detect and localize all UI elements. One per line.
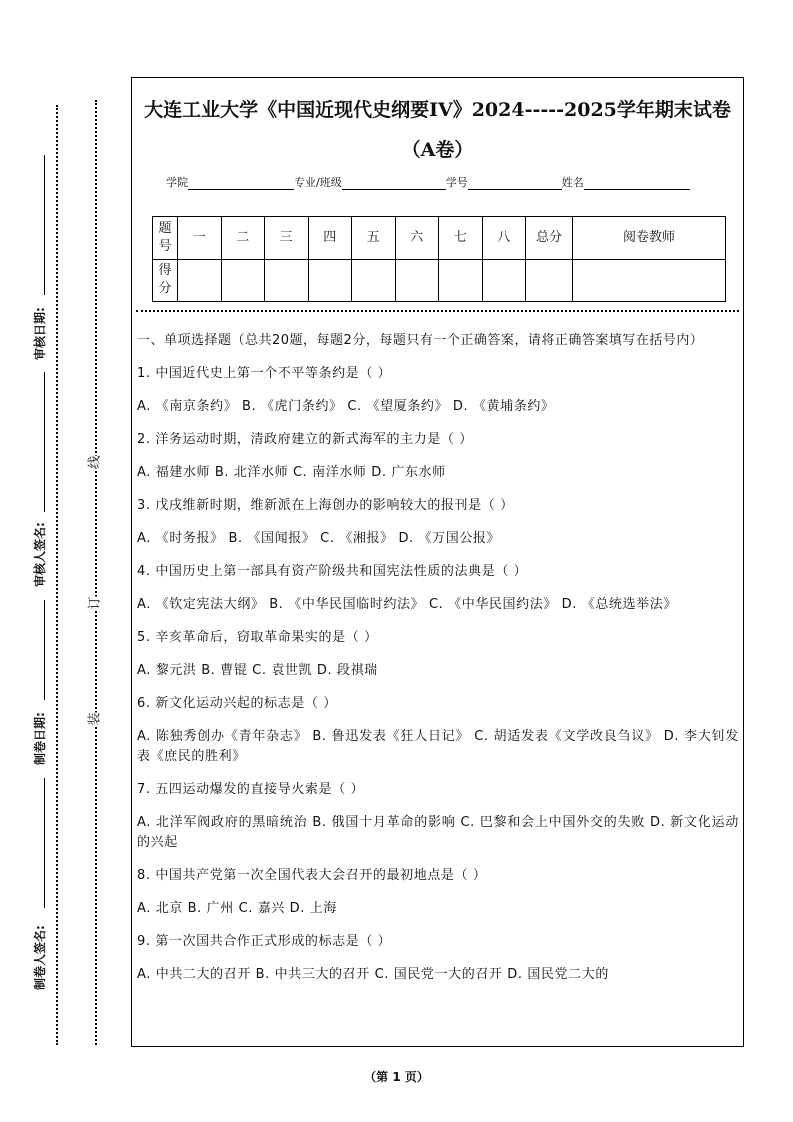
question-options: A. 《钦定宪法大纲》 B. 《中华民国临时约法》 C. 《中华民国约法》 D. 《总统选举法》	[137, 597, 677, 612]
col-grader: 阅卷教师	[573, 217, 726, 260]
question-options: A. 北京 B. 广州 C. 嘉兴 D. 上海	[137, 901, 337, 916]
score-cell[interactable]	[221, 259, 265, 302]
section-divider	[136, 310, 739, 312]
score-cell[interactable]	[308, 259, 352, 302]
question-options: A. 北洋军阀政府的黑暗统治 B. 俄国十月革命的影响 C. 巴黎和会上中国外交的失败 D. 新文化运动的兴起	[137, 815, 739, 850]
question-stem: 3. 戊戌维新时期，维新派在上海创办的影响较大的报刊是（ ）	[137, 498, 514, 513]
section-title: 一、单项选择题（总共20题，每题2分，每题只有一个正确答案，请将正确答案填写在括号内）	[137, 333, 704, 348]
question-options: A. 《时务报》 B. 《国闻报》 C. 《湘报》 D. 《万国公报》	[137, 531, 501, 546]
binding-dotted-line	[95, 100, 97, 1045]
exam-title: 大连工业大学《中国近现代史纲要IV》2024-----2025学年期末试卷（A卷）	[144, 99, 731, 161]
name-field[interactable]	[584, 177, 690, 190]
major-label: 专业/班级	[294, 176, 342, 189]
question-number-header: 题号	[153, 217, 178, 260]
score-cell[interactable]	[178, 259, 222, 302]
college-field[interactable]	[188, 177, 294, 190]
col-7: 七	[439, 217, 483, 260]
compile-date-blank[interactable]	[44, 600, 45, 700]
question-number-row	[153, 217, 726, 260]
compiler-signature-blank[interactable]	[44, 778, 45, 908]
col-4: 四	[308, 217, 352, 260]
question-stem: 7. 五四运动爆发的直接导火索是（ ）	[137, 782, 365, 797]
name-label: 姓名	[561, 176, 584, 189]
reviewer-signature-label: 审核人签名:	[33, 522, 47, 587]
col-2: 二	[221, 217, 265, 260]
question-content	[137, 331, 739, 998]
question-stem: 6. 新文化运动兴起的标志是（ ）	[137, 696, 337, 711]
student-id-field[interactable]	[468, 177, 562, 190]
col-total: 总分	[526, 217, 573, 260]
question-stem: 1. 中国近代史上第一个不平等条约是（ ）	[137, 366, 392, 381]
student-id-label: 学号	[445, 176, 468, 189]
reviewer-signature-blank[interactable]	[44, 372, 45, 512]
question-stem: 8. 中国共产党第一次全国代表大会召开的最初地点是（ ）	[137, 868, 487, 883]
review-date-blank[interactable]	[44, 155, 45, 295]
compile-date-label: 制卷日期:	[33, 712, 47, 765]
question-stem: 4. 中国历史上第一部具有资产阶级共和国宪法性质的法典是（ ）	[137, 564, 528, 579]
question-options: A. 福建水师 B. 北洋水师 C. 南洋水师 D. 广东水师	[137, 465, 446, 480]
exam-page-frame	[131, 77, 744, 1047]
question-stem: 5. 辛亥革命后，窃取革命果实的是（ ）	[137, 630, 378, 645]
major-field[interactable]	[342, 177, 446, 190]
score-cell[interactable]	[526, 259, 573, 302]
review-date-label: 审核日期:	[33, 307, 47, 360]
question-stem: 2. 洋务运动时期，清政府建立的新式海军的主力是（ ）	[137, 432, 473, 447]
score-cell[interactable]	[573, 259, 726, 302]
score-table	[152, 216, 726, 302]
college-label: 学院	[166, 176, 188, 189]
question-options: A. 《南京条约》 B. 《虎门条约》 C. 《望厦条约》 D. 《黄埔条约》	[137, 399, 555, 414]
col-3: 三	[265, 217, 309, 260]
page-number: （第 1 页）	[364, 1070, 429, 1084]
score-cell[interactable]	[439, 259, 483, 302]
col-6: 六	[395, 217, 439, 260]
score-cell[interactable]	[482, 259, 526, 302]
binding-char-staple: 订	[87, 596, 103, 610]
question-options: A. 中共二大的召开 B. 中共三大的召开 C. 国民党一大的召开 D. 国民党二大的	[137, 967, 609, 982]
compiler-signature-label: 制卷人签名:	[33, 925, 47, 990]
score-cell[interactable]	[352, 259, 396, 302]
col-5: 五	[352, 217, 396, 260]
score-header: 得分	[153, 259, 178, 302]
student-info-row	[166, 174, 690, 190]
binding-char-bind: 装	[87, 712, 103, 726]
question-options: A. 黎元洪 B. 曹锟 C. 袁世凯 D. 段祺瑞	[137, 663, 378, 678]
binding-char-line: 线	[87, 455, 103, 469]
question-stem: 9. 第一次国共合作正式形成的标志是（ ）	[137, 934, 392, 949]
outer-dotted-line	[56, 105, 58, 1045]
score-cell[interactable]	[395, 259, 439, 302]
score-row	[153, 259, 726, 302]
col-8: 八	[482, 217, 526, 260]
question-options: A. 陈独秀创办《青年杂志》 B. 鲁迅发表《狂人日记》 C. 胡适发表《文学改良刍议》 D. 李大钊发表《庶民的胜利》	[137, 729, 739, 764]
score-cell[interactable]	[265, 259, 309, 302]
col-1: 一	[178, 217, 222, 260]
